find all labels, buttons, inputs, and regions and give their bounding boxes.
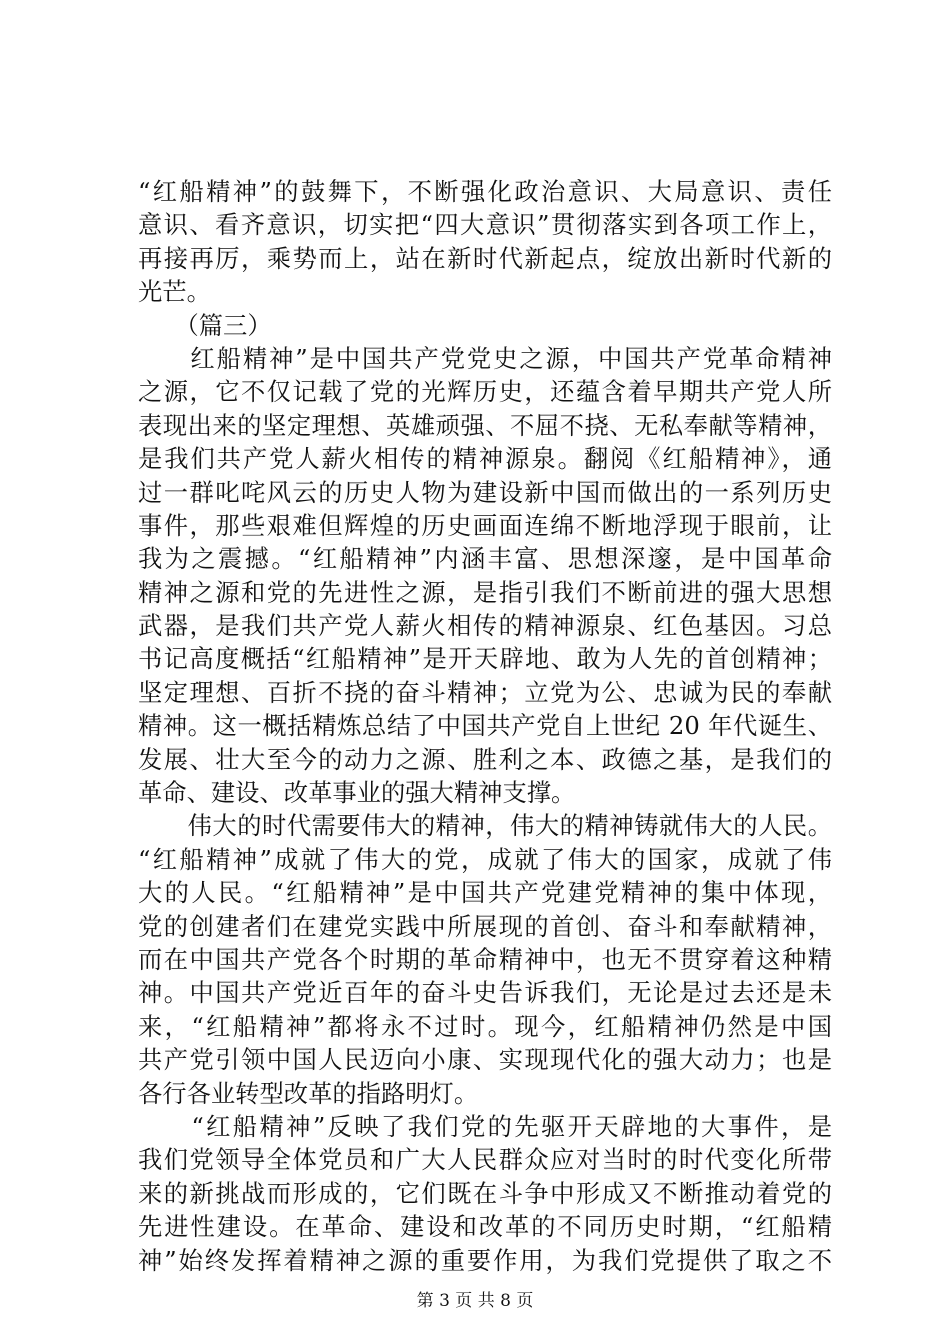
text-line: 而在中国共产党各个时期的革命精神中，也无不贯穿着这种精 [138, 944, 832, 974]
text-line: “红船精神”的鼓舞下，不断强化政治意识、大局意识、责任 [138, 177, 832, 206]
text-line: 光芒。 [138, 277, 211, 307]
text-line: 精神。这一概括精炼总结了中国共产党自上世纪 20 年代诞生、 [138, 711, 832, 741]
text-line: 红船精神”是中国共产党党史之源，中国共产党革命精神 [138, 343, 832, 373]
paragraph-p-2 [138, 809, 832, 1110]
text-line: “红船精神”反映了我们党的先驱开天辟地的大事件，是 [138, 1111, 832, 1141]
text-line: “红船精神”成就了伟大的党，成就了伟大的国家，成就了伟 [138, 844, 832, 874]
text-line: 意识、看齐意识，切实把“四大意识”贯彻落实到各项工作上， [138, 210, 832, 240]
text-line: 坚定理想、百折不挠的奋斗精神；立党为公、忠诚为民的奉献 [138, 677, 832, 707]
paragraph-p-heading [138, 309, 832, 342]
text-line: 我们党领导全体党员和广大人民群众应对当时的时代变化所带 [138, 1145, 832, 1175]
text-line: （篇三） [138, 310, 272, 340]
text-line: 党的创建者们在建党实践中所展现的首创、奋斗和奉献精神， [138, 911, 832, 941]
text-line: 我为之震撼。“红船精神”内涵丰富、思想深邃，是中国革命 [138, 544, 832, 574]
text-line: 神。中国共产党近百年的奋斗史告诉我们，无论是过去还是未 [138, 978, 832, 1008]
text-line: 精神之源和党的先进性之源，是指引我们不断前进的强大思想 [138, 577, 832, 607]
text-line: 神”始终发挥着精神之源的重要作用，为我们党提供了取之不 [138, 1245, 832, 1275]
text-line: 表现出来的坚定理想、英雄顽强、不屈不挠、无私奉献等精神， [138, 410, 832, 440]
text-line: 发展、壮大至今的动力之源、胜利之本、政德之基，是我们的 [138, 744, 832, 774]
paragraph-p-1 [138, 342, 832, 809]
text-line: 共产党引领中国人民迈向小康、实现现代化的强大动力；也是 [138, 1045, 832, 1075]
paragraph-p-3 [138, 1110, 832, 1277]
text-line: 来的新挑战而形成的，它们既在斗争中形成又不断推动着党的 [138, 1178, 832, 1208]
text-line: 武器，是我们共产党人薪火相传的精神源泉、红色基因。习总 [138, 611, 832, 641]
text-line: 事件，那些艰难但辉煌的历史画面连绵不断地浮现于眼前，让 [138, 510, 832, 540]
text-line: 是我们共产党人薪火相传的精神源泉。翻阅《红船精神》，通 [138, 444, 832, 474]
text-line: 先进性建设。在革命、建设和改革的不同历史时期，“红船精 [138, 1212, 832, 1242]
text-line: 革命、建设、改革事业的强大精神支撑。 [138, 778, 576, 808]
text-line: 伟大的时代需要伟大的精神，伟大的精神铸就伟大的人民。 [138, 811, 832, 841]
page-footer: 第 3 页 共 8 页 [416, 1291, 534, 1311]
text-line: 之源，它不仅记载了党的光辉历史，还蕴含着早期共产党人所 [138, 377, 832, 407]
text-line: 再接再厉，乘势而上，站在新时代新起点，绽放出新时代新的 [138, 243, 832, 273]
text-line: 书记高度概括“红船精神”是开天辟地、敢为人先的首创精神； [138, 644, 832, 674]
text-line: 各行各业转型改革的指路明灯。 [138, 1078, 479, 1108]
text-line: 大的人民。“红船精神”是中国共产党建党精神的集中体现， [138, 878, 832, 908]
text-line: 来，“红船精神”都将永不过时。现今，红船精神仍然是中国 [138, 1011, 832, 1041]
document-body [138, 175, 832, 1277]
paragraph-p-intro-end [138, 175, 832, 309]
text-line: 过一群叱咤风云的历史人物为建设新中国而做出的一系列历史 [138, 477, 832, 507]
